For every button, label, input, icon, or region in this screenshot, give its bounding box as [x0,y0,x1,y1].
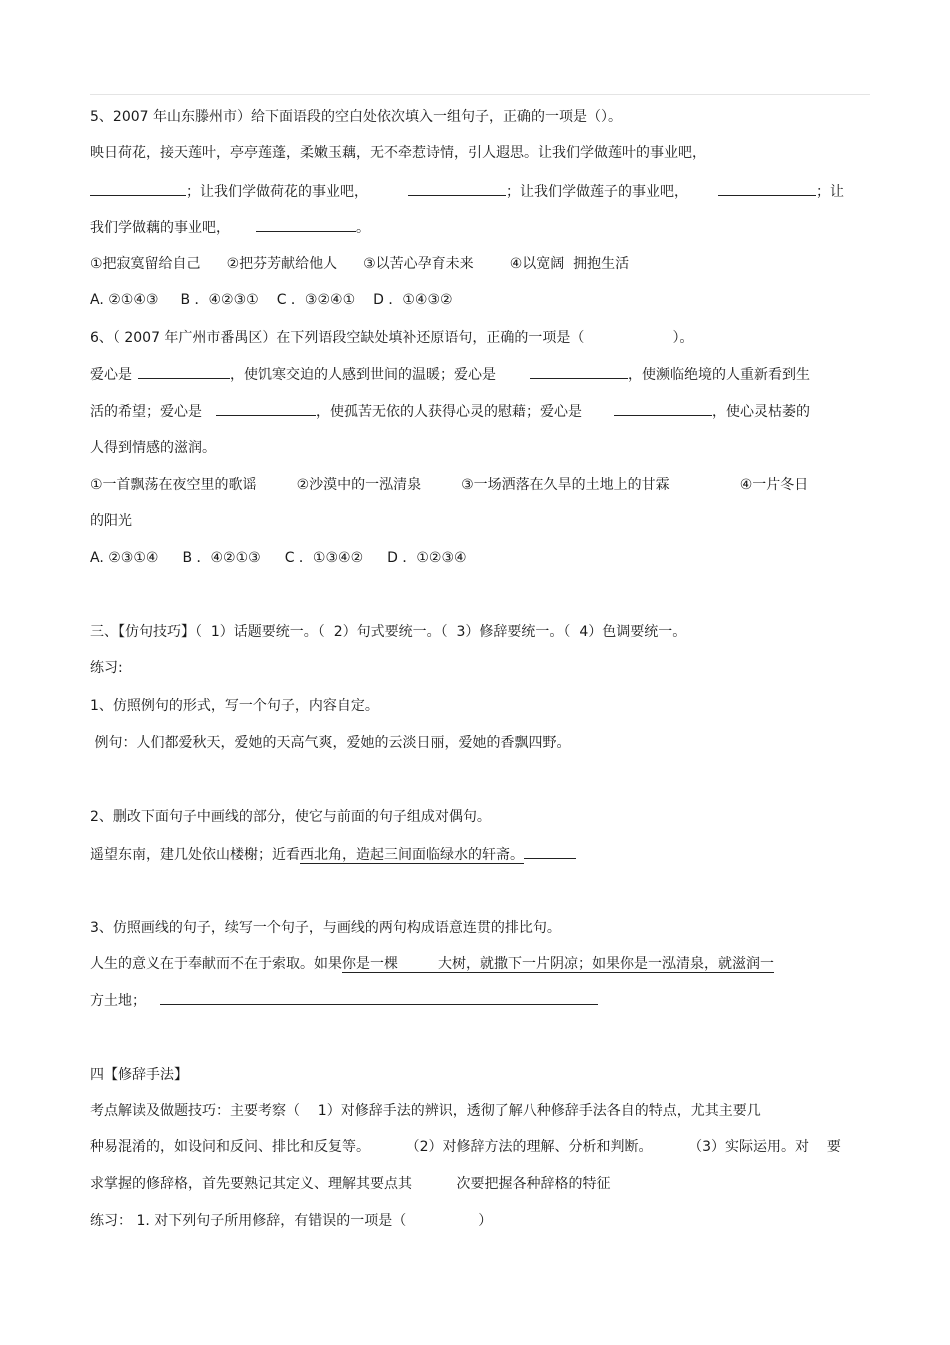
section-4-para-3: 求掌握的修辞格，首先要熟记其定义、理解其要点其 次要把握各种辞格的特征 [90,1176,611,1192]
exercise-2: 2、删改下面句子中画线的部分，使它与前面的句子组成对偶句。 [90,809,491,825]
page-top-rule [90,94,870,95]
exercise-1-example: 例句：人们都爱秋天，爱她的天高气爽，爱她的云淡日丽，爱她的香飘四野。 [90,735,571,751]
underlined-text: 西北角，造起三间面临绿水的轩斋。 [300,847,524,863]
q6-answer-c[interactable]: C ．①③④② [284,550,364,566]
blank[interactable] [614,401,712,416]
answer-blank[interactable] [160,990,598,1005]
underlined-text: 如果你是一泓清泉，就滋润一 [592,956,775,972]
exercise-3: 3、仿照画线的句子，续写一个句子，与画线的两句构成语意连贯的排比句。 [90,920,561,936]
q5-answer-b[interactable]: B ．④②③① [180,292,259,308]
q6-line-1: 爱心是 ，使饥寒交迫的人感到世间的温暖；爱心是 ，使濒临绝境的人重新看到生 [90,364,810,385]
exercise-3-sentence: 人生的意义在于奉献而不在于索取。如果你是一棵 大树，就撒下一片阴凉；如果你是一泓清泉，就滋润一 [90,956,775,972]
section-4-para-2: 种易混淆的，如设问和反问、排比和反复等。 （2）对修辞方法的理解、分析和判断。 （3）实际运用。对 要 [90,1139,841,1155]
blank[interactable] [408,181,506,196]
blank[interactable] [718,181,816,196]
q6-options: ①一首飘荡在夜空里的歌谣 ②沙漠中的一泓清泉 ③一场洒落在久旱的土地上的甘霖 ④一片冬日 [90,477,809,493]
section-3-heading: 三、【仿句技巧】（ 1）话题要统一。（ 2）句式要统一。（ 3）修辞要统一。（ 4）色调要统一。 [90,624,687,640]
q6-answers [90,548,467,568]
q5-line-3: 我们学做藕的事业吧， 。 [90,217,370,238]
section-4-heading: 四【修辞手法】 [90,1067,188,1083]
blank[interactable] [524,844,576,859]
exercise-2-sentence: 遥望东南，建几处依山楼榭；近看西北角，造起三间面临绿水的轩斋。 [90,844,576,865]
blank[interactable] [256,217,356,232]
q6-answer-b[interactable]: B ．④②①③ [182,550,261,566]
q5-line-1: 映日荷花，接天莲叶，亭亭莲蓬，柔嫩玉藕，无不牵惹诗情，引人遐思。让我们学做莲叶的事业吧， [90,145,706,161]
blank[interactable] [530,364,628,379]
q6-line-2: 活的希望；爱心是 ，使孤苦无依的人获得心灵的慰藉；爱心是 ，使心灵枯萎的 [90,401,810,422]
q5-line-2: ；让我们学做荷花的事业吧， ；让我们学做莲子的事业吧， ；让 [90,181,844,202]
q6-answer-d[interactable]: D ．①②③④ [387,550,467,566]
section-3-practice: 练习: [90,660,123,676]
section-4-practice: 练习： 1. 对下列句子所用修辞，有错误的一项是（ ） [90,1213,493,1229]
q5-answers [90,290,453,310]
blank[interactable] [138,364,230,379]
q5-answer-d[interactable]: D ．①④③② [373,292,453,308]
section-4-para-1: 考点解读及做题技巧：主要考察（ 1）对修辞手法的辨识，透彻了解八种修辞手法各自的特点，尤其主要几 [90,1103,761,1119]
q6-header: 6、（ 2007 年广州市番禺区）在下列语段空缺处填补还原语句，正确的一项是（ ）。 [90,330,694,346]
q5-answer-a[interactable]: A. ②①④③ [90,292,159,308]
q6-line-3: 人得到情感的滋润。 [90,440,216,456]
blank[interactable] [90,181,186,196]
q6-options-cont: 的阳光 [90,513,132,529]
underlined-text: 你是一棵 大树，就撒下一片阴凉； [342,956,593,972]
q5-header: 5、2007 年山东滕州市）给下面语段的空白处依次填入一组句子，正确的一项是（）。 [90,109,622,125]
q5-options: ①把寂寞留给自己 ②把芬芳献给他人 ③以苦心孕育未来 ④以宽阔 拥抱生活 [90,256,630,272]
q6-answer-a[interactable]: A. ②③①④ [90,550,159,566]
exercise-1: 1、仿照例句的形式，写一个句子，内容自定。 [90,698,379,714]
exercise-3-answer-line: 方土地； [90,990,598,1011]
blank[interactable] [216,401,316,416]
q5-answer-c[interactable]: C ．③②④① [276,292,356,308]
